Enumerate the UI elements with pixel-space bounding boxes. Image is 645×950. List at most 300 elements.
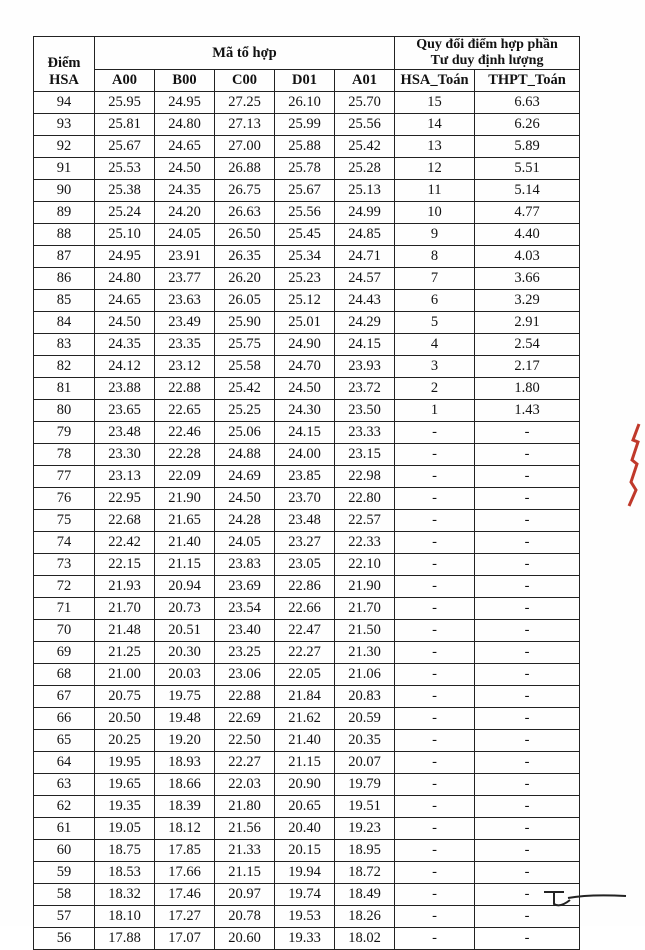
cell-thpt-toan: 3.66 xyxy=(475,268,580,290)
cell-hsa-toan: 4 xyxy=(395,334,475,356)
cell-a01: 19.23 xyxy=(335,818,395,840)
cell-diem-hsa: 90 xyxy=(34,180,95,202)
cell-a01: 23.93 xyxy=(335,356,395,378)
header-quy-doi-line2: Tư duy định lượng xyxy=(430,53,544,68)
table-row xyxy=(34,818,580,840)
cell-b00: 24.65 xyxy=(155,136,215,158)
cell-d01: 21.84 xyxy=(275,686,335,708)
col-header-b00: B00 xyxy=(155,70,215,92)
cell-d01: 20.40 xyxy=(275,818,335,840)
cell-c00: 23.40 xyxy=(215,620,275,642)
table-row xyxy=(34,466,580,488)
cell-hsa-toan: 15 xyxy=(395,92,475,114)
cell-a00: 20.50 xyxy=(95,708,155,730)
cell-d01: 19.94 xyxy=(275,862,335,884)
cell-thpt-toan: - xyxy=(475,664,580,686)
cell-a01: 19.51 xyxy=(335,796,395,818)
cell-a01: 20.59 xyxy=(335,708,395,730)
cell-a00: 24.65 xyxy=(95,290,155,312)
cell-b00: 21.65 xyxy=(155,510,215,532)
signature-mark xyxy=(540,886,630,910)
cell-diem-hsa: 88 xyxy=(34,224,95,246)
cell-b00: 23.63 xyxy=(155,290,215,312)
table-row xyxy=(34,796,580,818)
cell-thpt-toan: 2.54 xyxy=(475,334,580,356)
cell-b00: 19.20 xyxy=(155,730,215,752)
cell-a00: 20.25 xyxy=(95,730,155,752)
col-header-c00: C00 xyxy=(215,70,275,92)
table-row xyxy=(34,884,580,906)
cell-thpt-toan: - xyxy=(475,928,580,950)
cell-hsa-toan: 10 xyxy=(395,202,475,224)
cell-a00: 18.53 xyxy=(95,862,155,884)
cell-a00: 23.48 xyxy=(95,422,155,444)
cell-a00: 19.05 xyxy=(95,818,155,840)
cell-diem-hsa: 86 xyxy=(34,268,95,290)
header-row-sub xyxy=(34,70,580,92)
cell-diem-hsa: 68 xyxy=(34,664,95,686)
cell-a01: 22.57 xyxy=(335,510,395,532)
table-row xyxy=(34,400,580,422)
cell-hsa-toan: - xyxy=(395,730,475,752)
cell-d01: 26.10 xyxy=(275,92,335,114)
cell-a00: 22.68 xyxy=(95,510,155,532)
cell-hsa-toan: - xyxy=(395,466,475,488)
cell-d01: 22.86 xyxy=(275,576,335,598)
cell-c00: 26.35 xyxy=(215,246,275,268)
cell-c00: 24.05 xyxy=(215,532,275,554)
cell-b00: 24.80 xyxy=(155,114,215,136)
cell-a01: 23.33 xyxy=(335,422,395,444)
cell-a00: 25.38 xyxy=(95,180,155,202)
cell-d01: 22.47 xyxy=(275,620,335,642)
cell-c00: 27.13 xyxy=(215,114,275,136)
cell-a01: 18.02 xyxy=(335,928,395,950)
cell-thpt-toan: 1.80 xyxy=(475,378,580,400)
cell-hsa-toan: - xyxy=(395,752,475,774)
cell-b00: 20.73 xyxy=(155,598,215,620)
cell-thpt-toan: - xyxy=(475,642,580,664)
cell-hsa-toan: - xyxy=(395,532,475,554)
cell-a01: 21.70 xyxy=(335,598,395,620)
cell-d01: 19.74 xyxy=(275,884,335,906)
cell-hsa-toan: - xyxy=(395,598,475,620)
cell-a01: 25.13 xyxy=(335,180,395,202)
table-row xyxy=(34,554,580,576)
cell-d01: 23.48 xyxy=(275,510,335,532)
cell-d01: 24.50 xyxy=(275,378,335,400)
cell-hsa-toan: 8 xyxy=(395,246,475,268)
cell-thpt-toan: - xyxy=(475,620,580,642)
cell-a00: 21.00 xyxy=(95,664,155,686)
cell-c00: 26.88 xyxy=(215,158,275,180)
cell-diem-hsa: 91 xyxy=(34,158,95,180)
table-row xyxy=(34,686,580,708)
table-row xyxy=(34,598,580,620)
cell-d01: 20.65 xyxy=(275,796,335,818)
cell-c00: 22.03 xyxy=(215,774,275,796)
red-stamp-fragment xyxy=(623,420,641,510)
cell-a00: 23.13 xyxy=(95,466,155,488)
cell-d01: 22.66 xyxy=(275,598,335,620)
cell-diem-hsa: 80 xyxy=(34,400,95,422)
cell-c00: 26.75 xyxy=(215,180,275,202)
cell-a01: 24.99 xyxy=(335,202,395,224)
header-quy-doi xyxy=(395,37,580,70)
cell-b00: 18.66 xyxy=(155,774,215,796)
cell-hsa-toan: - xyxy=(395,774,475,796)
cell-thpt-toan: - xyxy=(475,422,580,444)
cell-diem-hsa: 64 xyxy=(34,752,95,774)
cell-d01: 24.90 xyxy=(275,334,335,356)
cell-diem-hsa: 72 xyxy=(34,576,95,598)
cell-b00: 23.91 xyxy=(155,246,215,268)
cell-c00: 27.00 xyxy=(215,136,275,158)
cell-thpt-toan: - xyxy=(475,532,580,554)
cell-thpt-toan: - xyxy=(475,598,580,620)
cell-d01: 25.99 xyxy=(275,114,335,136)
header-diem-label: Điểm xyxy=(47,55,81,71)
cell-hsa-toan: - xyxy=(395,796,475,818)
cell-d01: 25.78 xyxy=(275,158,335,180)
cell-c00: 20.78 xyxy=(215,906,275,928)
cell-diem-hsa: 66 xyxy=(34,708,95,730)
cell-b00: 21.90 xyxy=(155,488,215,510)
cell-a01: 21.50 xyxy=(335,620,395,642)
table-row xyxy=(34,444,580,466)
cell-a00: 24.50 xyxy=(95,312,155,334)
table-row xyxy=(34,532,580,554)
cell-thpt-toan: - xyxy=(475,840,580,862)
cell-thpt-toan: 2.17 xyxy=(475,356,580,378)
cell-d01: 20.15 xyxy=(275,840,335,862)
cell-diem-hsa: 57 xyxy=(34,906,95,928)
cell-a01: 24.57 xyxy=(335,268,395,290)
cell-a00: 22.95 xyxy=(95,488,155,510)
cell-a00: 25.81 xyxy=(95,114,155,136)
cell-hsa-toan: - xyxy=(395,840,475,862)
cell-a01: 20.83 xyxy=(335,686,395,708)
cell-thpt-toan: 1.43 xyxy=(475,400,580,422)
cell-c00: 22.88 xyxy=(215,686,275,708)
cell-hsa-toan: 2 xyxy=(395,378,475,400)
table-row xyxy=(34,246,580,268)
cell-d01: 23.85 xyxy=(275,466,335,488)
cell-c00: 25.75 xyxy=(215,334,275,356)
cell-b00: 21.15 xyxy=(155,554,215,576)
cell-hsa-toan: - xyxy=(395,576,475,598)
score-conversion-table xyxy=(33,36,580,950)
cell-a00: 22.42 xyxy=(95,532,155,554)
cell-diem-hsa: 89 xyxy=(34,202,95,224)
col-header-thpt-toan: THPT_Toán xyxy=(475,70,580,92)
header-quy-doi-line1: Quy đổi điểm hợp phần xyxy=(416,37,558,52)
cell-c00: 25.06 xyxy=(215,422,275,444)
cell-c00: 20.60 xyxy=(215,928,275,950)
cell-thpt-toan: 4.03 xyxy=(475,246,580,268)
cell-hsa-toan: - xyxy=(395,906,475,928)
cell-a00: 21.70 xyxy=(95,598,155,620)
cell-diem-hsa: 62 xyxy=(34,796,95,818)
cell-b00: 17.27 xyxy=(155,906,215,928)
cell-diem-hsa: 81 xyxy=(34,378,95,400)
cell-b00: 23.77 xyxy=(155,268,215,290)
cell-hsa-toan: - xyxy=(395,422,475,444)
cell-diem-hsa: 74 xyxy=(34,532,95,554)
cell-thpt-toan: - xyxy=(475,818,580,840)
cell-hsa-toan: - xyxy=(395,510,475,532)
cell-hsa-toan: - xyxy=(395,554,475,576)
cell-diem-hsa: 63 xyxy=(34,774,95,796)
cell-d01: 19.33 xyxy=(275,928,335,950)
cell-b00: 24.20 xyxy=(155,202,215,224)
cell-a00: 25.24 xyxy=(95,202,155,224)
table-row xyxy=(34,708,580,730)
cell-b00: 17.85 xyxy=(155,840,215,862)
cell-diem-hsa: 87 xyxy=(34,246,95,268)
cell-diem-hsa: 79 xyxy=(34,422,95,444)
cell-thpt-toan: - xyxy=(475,774,580,796)
cell-diem-hsa: 85 xyxy=(34,290,95,312)
cell-thpt-toan: - xyxy=(475,554,580,576)
cell-a01: 18.72 xyxy=(335,862,395,884)
cell-diem-hsa: 67 xyxy=(34,686,95,708)
cell-diem-hsa: 75 xyxy=(34,510,95,532)
cell-d01: 19.53 xyxy=(275,906,335,928)
table-row xyxy=(34,664,580,686)
cell-thpt-toan: - xyxy=(475,576,580,598)
header-ma-to-hop: Mã tổ hợp xyxy=(95,37,395,70)
cell-b00: 23.49 xyxy=(155,312,215,334)
cell-b00: 22.88 xyxy=(155,378,215,400)
cell-a00: 24.12 xyxy=(95,356,155,378)
cell-a01: 24.15 xyxy=(335,334,395,356)
cell-hsa-toan: 11 xyxy=(395,180,475,202)
cell-thpt-toan: - xyxy=(475,686,580,708)
cell-b00: 17.07 xyxy=(155,928,215,950)
cell-d01: 24.15 xyxy=(275,422,335,444)
cell-a01: 22.80 xyxy=(335,488,395,510)
cell-hsa-toan: - xyxy=(395,620,475,642)
cell-c00: 21.33 xyxy=(215,840,275,862)
cell-hsa-toan: 3 xyxy=(395,356,475,378)
cell-a01: 25.56 xyxy=(335,114,395,136)
cell-hsa-toan: - xyxy=(395,818,475,840)
header-hsa-label: HSA xyxy=(49,72,79,88)
cell-b00: 20.94 xyxy=(155,576,215,598)
cell-thpt-toan: 3.29 xyxy=(475,290,580,312)
cell-d01: 25.67 xyxy=(275,180,335,202)
cell-thpt-toan: 6.26 xyxy=(475,114,580,136)
cell-a00: 25.10 xyxy=(95,224,155,246)
cell-thpt-toan: - xyxy=(475,466,580,488)
cell-d01: 24.70 xyxy=(275,356,335,378)
cell-a01: 24.85 xyxy=(335,224,395,246)
cell-c00: 27.25 xyxy=(215,92,275,114)
cell-a01: 25.28 xyxy=(335,158,395,180)
cell-a00: 18.75 xyxy=(95,840,155,862)
cell-thpt-toan: - xyxy=(475,796,580,818)
cell-d01: 21.40 xyxy=(275,730,335,752)
cell-b00: 19.48 xyxy=(155,708,215,730)
cell-c00: 24.50 xyxy=(215,488,275,510)
cell-hsa-toan: - xyxy=(395,862,475,884)
cell-c00: 23.06 xyxy=(215,664,275,686)
cell-a00: 24.35 xyxy=(95,334,155,356)
cell-hsa-toan: - xyxy=(395,708,475,730)
cell-c00: 26.63 xyxy=(215,202,275,224)
cell-hsa-toan: - xyxy=(395,928,475,950)
cell-a00: 22.15 xyxy=(95,554,155,576)
table-row xyxy=(34,334,580,356)
cell-thpt-toan: 6.63 xyxy=(475,92,580,114)
cell-d01: 25.88 xyxy=(275,136,335,158)
cell-a01: 18.49 xyxy=(335,884,395,906)
cell-b00: 24.35 xyxy=(155,180,215,202)
cell-thpt-toan: 4.40 xyxy=(475,224,580,246)
cell-b00: 20.03 xyxy=(155,664,215,686)
cell-d01: 22.27 xyxy=(275,642,335,664)
cell-d01: 25.01 xyxy=(275,312,335,334)
cell-c00: 26.20 xyxy=(215,268,275,290)
cell-b00: 24.95 xyxy=(155,92,215,114)
table-row xyxy=(34,158,580,180)
cell-b00: 23.35 xyxy=(155,334,215,356)
cell-diem-hsa: 56 xyxy=(34,928,95,950)
cell-a01: 19.79 xyxy=(335,774,395,796)
cell-diem-hsa: 69 xyxy=(34,642,95,664)
cell-hsa-toan: - xyxy=(395,488,475,510)
table-row xyxy=(34,928,580,950)
cell-c00: 25.90 xyxy=(215,312,275,334)
cell-c00: 25.42 xyxy=(215,378,275,400)
cell-thpt-toan: 2.91 xyxy=(475,312,580,334)
cell-d01: 23.70 xyxy=(275,488,335,510)
table-row xyxy=(34,356,580,378)
cell-diem-hsa: 76 xyxy=(34,488,95,510)
cell-b00: 20.30 xyxy=(155,642,215,664)
cell-a01: 18.95 xyxy=(335,840,395,862)
cell-diem-hsa: 92 xyxy=(34,136,95,158)
table-row xyxy=(34,92,580,114)
table-row xyxy=(34,422,580,444)
cell-d01: 21.62 xyxy=(275,708,335,730)
table-row xyxy=(34,862,580,884)
table-row xyxy=(34,774,580,796)
cell-diem-hsa: 93 xyxy=(34,114,95,136)
cell-a00: 24.95 xyxy=(95,246,155,268)
cell-a01: 25.42 xyxy=(335,136,395,158)
col-header-a00: A00 xyxy=(95,70,155,92)
cell-hsa-toan: 9 xyxy=(395,224,475,246)
table-row xyxy=(34,224,580,246)
cell-c00: 20.97 xyxy=(215,884,275,906)
cell-a00: 23.65 xyxy=(95,400,155,422)
cell-a00: 23.30 xyxy=(95,444,155,466)
cell-a00: 19.65 xyxy=(95,774,155,796)
cell-a01: 20.35 xyxy=(335,730,395,752)
cell-d01: 25.34 xyxy=(275,246,335,268)
cell-hsa-toan: - xyxy=(395,642,475,664)
cell-c00: 22.50 xyxy=(215,730,275,752)
cell-diem-hsa: 71 xyxy=(34,598,95,620)
col-header-hsa-toan: HSA_Toán xyxy=(395,70,475,92)
cell-a01: 22.33 xyxy=(335,532,395,554)
cell-c00: 21.80 xyxy=(215,796,275,818)
cell-hsa-toan: 13 xyxy=(395,136,475,158)
cell-c00: 25.58 xyxy=(215,356,275,378)
cell-hsa-toan: - xyxy=(395,444,475,466)
cell-a00: 19.95 xyxy=(95,752,155,774)
cell-b00: 18.12 xyxy=(155,818,215,840)
cell-hsa-toan: - xyxy=(395,884,475,906)
cell-thpt-toan: - xyxy=(475,906,580,928)
cell-d01: 25.56 xyxy=(275,202,335,224)
table-row xyxy=(34,752,580,774)
cell-b00: 18.93 xyxy=(155,752,215,774)
cell-thpt-toan: - xyxy=(475,510,580,532)
cell-a01: 21.30 xyxy=(335,642,395,664)
cell-a00: 21.25 xyxy=(95,642,155,664)
table-row xyxy=(34,202,580,224)
cell-thpt-toan: 5.89 xyxy=(475,136,580,158)
cell-a00: 25.95 xyxy=(95,92,155,114)
table-row xyxy=(34,378,580,400)
cell-d01: 21.15 xyxy=(275,752,335,774)
cell-thpt-toan: - xyxy=(475,488,580,510)
cell-c00: 24.28 xyxy=(215,510,275,532)
cell-a00: 25.53 xyxy=(95,158,155,180)
table-row xyxy=(34,510,580,532)
table-row xyxy=(34,114,580,136)
cell-a01: 24.43 xyxy=(335,290,395,312)
cell-hsa-toan: - xyxy=(395,686,475,708)
cell-a00: 19.35 xyxy=(95,796,155,818)
cell-hsa-toan: - xyxy=(395,664,475,686)
cell-a01: 24.29 xyxy=(335,312,395,334)
cell-diem-hsa: 82 xyxy=(34,356,95,378)
cell-diem-hsa: 58 xyxy=(34,884,95,906)
cell-a00: 17.88 xyxy=(95,928,155,950)
cell-c00: 23.25 xyxy=(215,642,275,664)
cell-diem-hsa: 61 xyxy=(34,818,95,840)
cell-c00: 23.83 xyxy=(215,554,275,576)
cell-b00: 20.51 xyxy=(155,620,215,642)
table-row xyxy=(34,268,580,290)
cell-c00: 25.25 xyxy=(215,400,275,422)
cell-b00: 18.39 xyxy=(155,796,215,818)
cell-thpt-toan: 5.14 xyxy=(475,180,580,202)
cell-b00: 17.66 xyxy=(155,862,215,884)
cell-c00: 24.88 xyxy=(215,444,275,466)
cell-d01: 23.27 xyxy=(275,532,335,554)
cell-thpt-toan: - xyxy=(475,708,580,730)
cell-c00: 23.54 xyxy=(215,598,275,620)
cell-b00: 24.50 xyxy=(155,158,215,180)
cell-d01: 20.90 xyxy=(275,774,335,796)
cell-a01: 18.26 xyxy=(335,906,395,928)
cell-diem-hsa: 60 xyxy=(34,840,95,862)
cell-a01: 22.10 xyxy=(335,554,395,576)
cell-hsa-toan: 14 xyxy=(395,114,475,136)
cell-a01: 20.07 xyxy=(335,752,395,774)
cell-diem-hsa: 84 xyxy=(34,312,95,334)
cell-a00: 18.10 xyxy=(95,906,155,928)
cell-d01: 25.23 xyxy=(275,268,335,290)
cell-diem-hsa: 94 xyxy=(34,92,95,114)
cell-c00: 22.27 xyxy=(215,752,275,774)
cell-a00: 21.93 xyxy=(95,576,155,598)
